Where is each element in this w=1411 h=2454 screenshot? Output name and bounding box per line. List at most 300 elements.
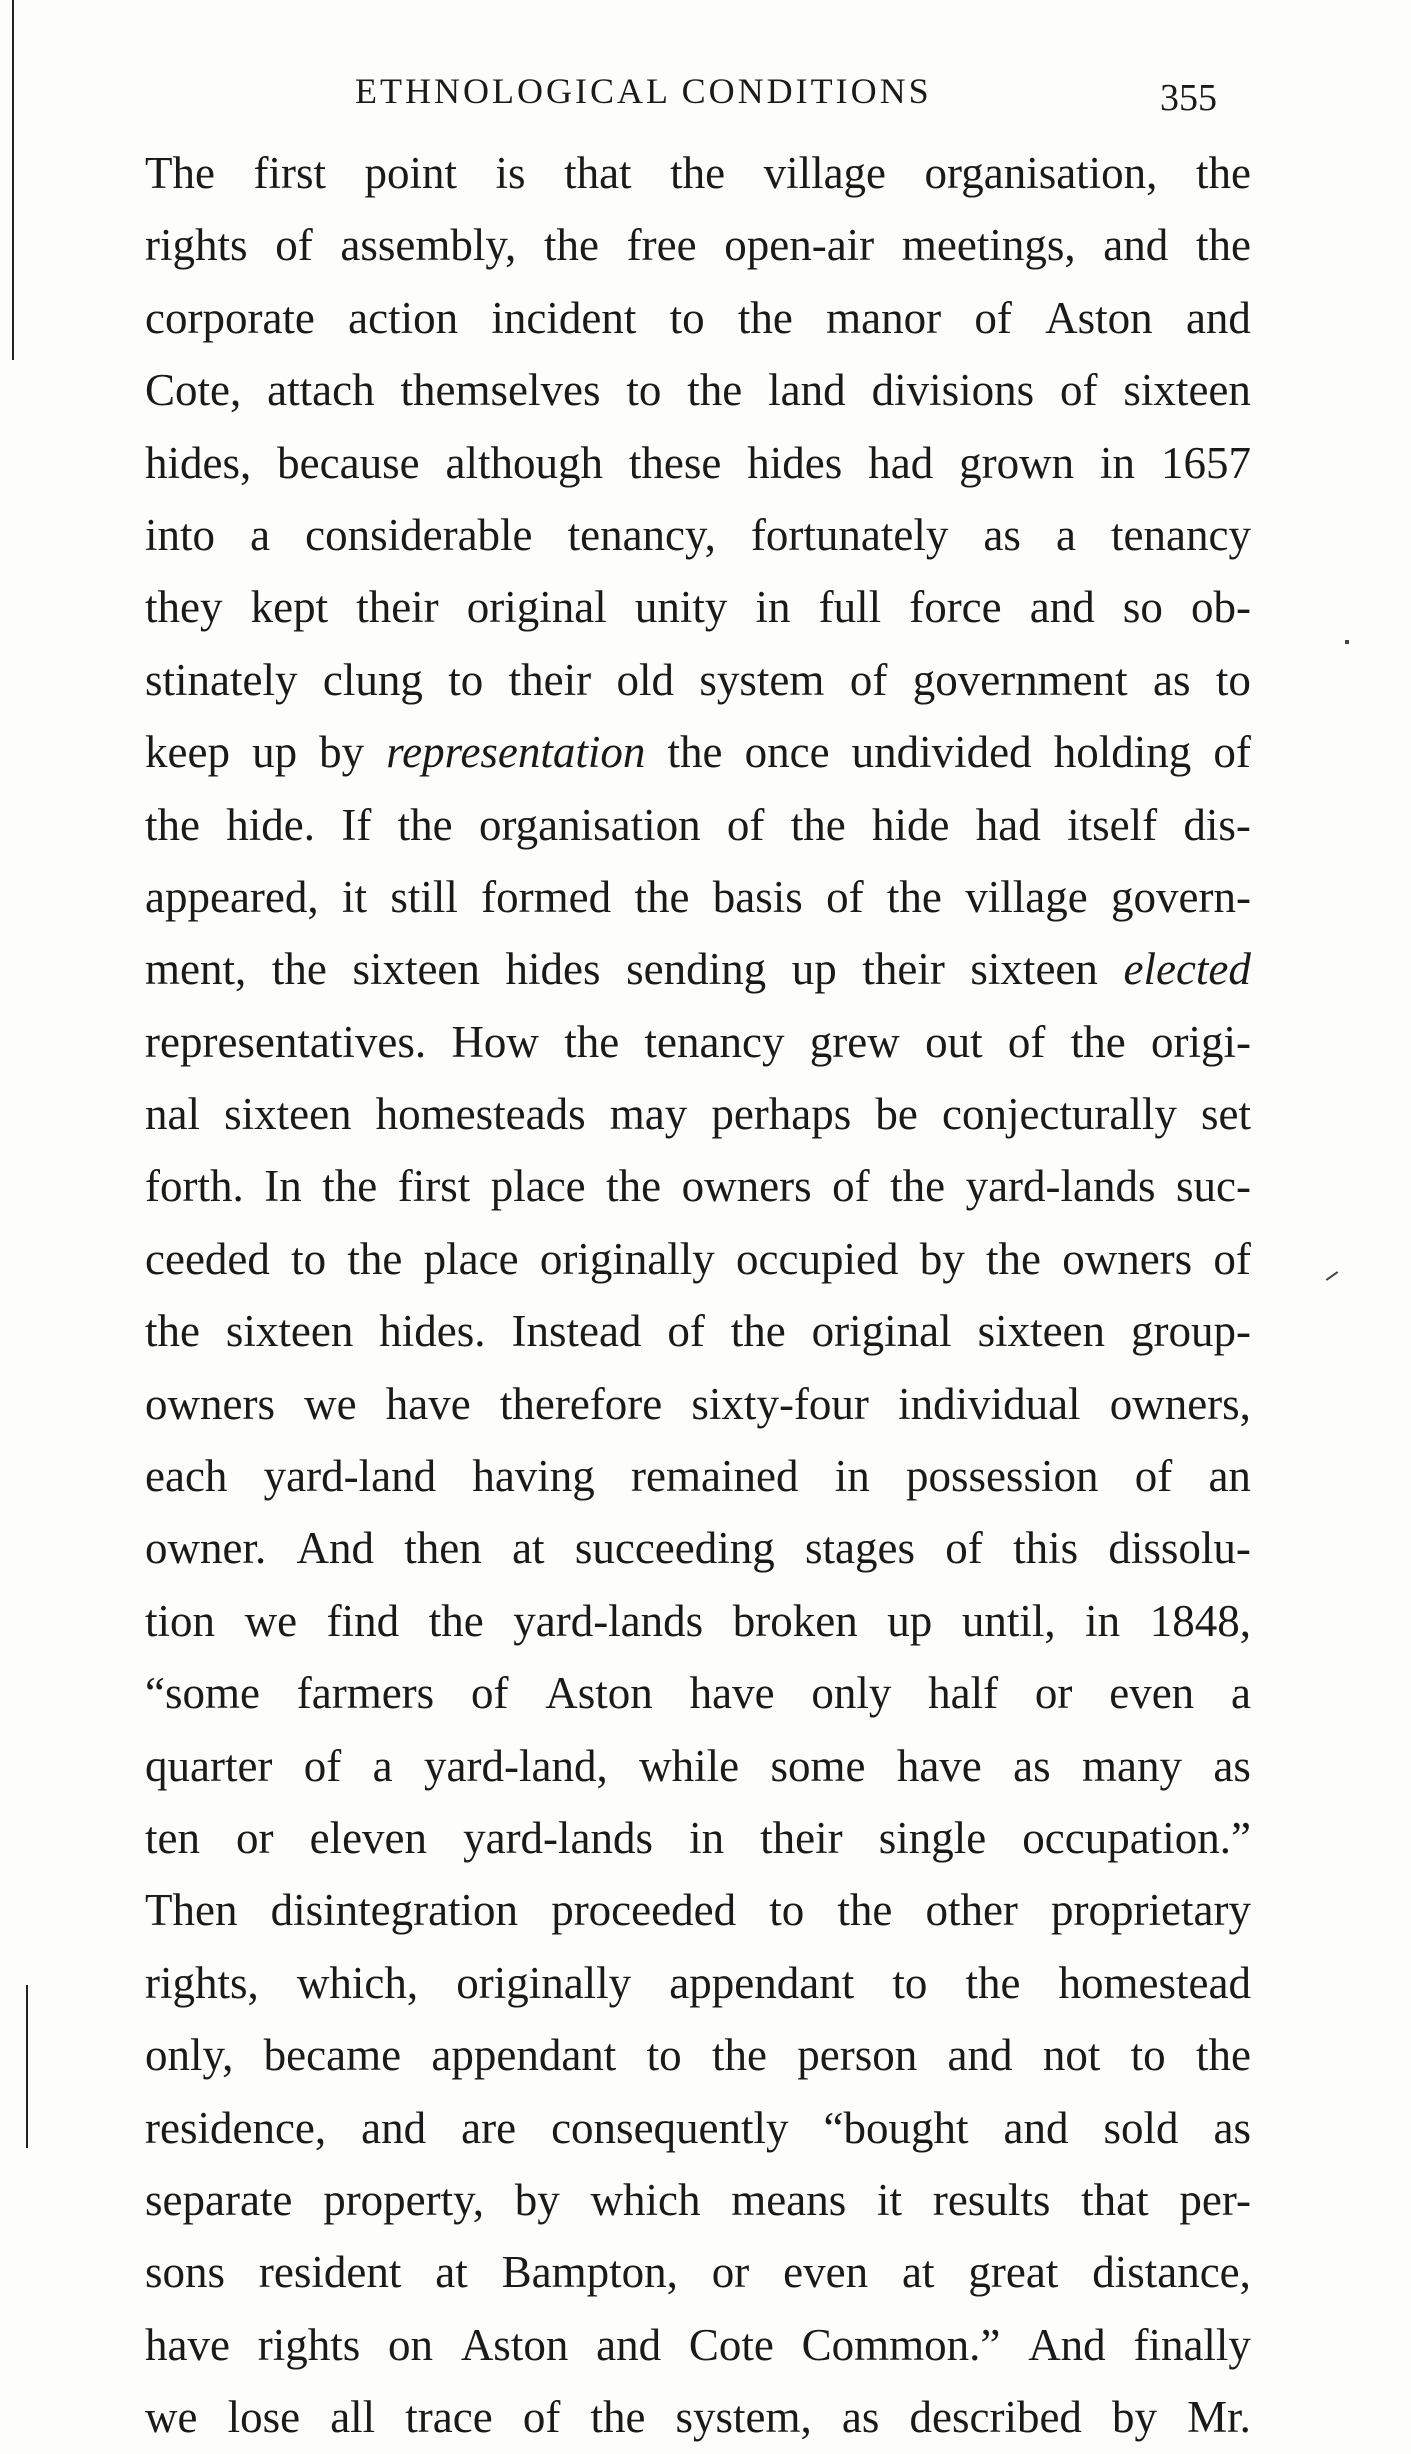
scan-edge-mark-top (12, 0, 14, 360)
word: or (236, 1812, 274, 1863)
word: which, (296, 1957, 419, 2008)
word: Bampton, (501, 2247, 678, 2298)
text-line (145, 1874, 1251, 1946)
italic-word: elected (1123, 944, 1251, 995)
word: owners (145, 1378, 275, 1429)
word: by (319, 727, 365, 778)
word: Aston (1045, 292, 1153, 343)
word: of (522, 2392, 561, 2443)
word: of (849, 654, 888, 705)
word: old (616, 654, 675, 705)
word: became (263, 2030, 402, 2081)
page-number: 355 (1160, 77, 1217, 119)
text-line (145, 2164, 1251, 2236)
word: owner. (145, 1523, 267, 1574)
text-line (145, 2019, 1251, 2091)
word: even (1109, 1668, 1195, 1719)
word: of (275, 220, 313, 271)
word: only (811, 1668, 892, 1719)
word: hides (505, 944, 601, 995)
text-line (145, 1585, 1251, 1657)
word: in (755, 582, 791, 633)
word: formed (481, 871, 612, 922)
text-line (145, 427, 1251, 499)
word: which (590, 2174, 701, 2225)
word: other (925, 1885, 1018, 1936)
word: at (902, 2247, 935, 2298)
word: the (837, 1885, 893, 1936)
word: remained (631, 1451, 799, 1502)
word: organisation, (924, 148, 1158, 198)
word: in (834, 1451, 870, 1502)
word: to (1130, 2030, 1166, 2081)
word: the (886, 871, 942, 922)
word: yard-lands (965, 1161, 1156, 1212)
word: lose (227, 2392, 301, 2443)
word: force (909, 582, 1002, 633)
word: had (868, 437, 934, 488)
body-text (145, 137, 1251, 2454)
word: and (1029, 582, 1095, 633)
word: point (364, 148, 458, 198)
word: the (790, 799, 846, 850)
word: as (1013, 1740, 1051, 1791)
word: Cote, (145, 365, 242, 416)
text-line (145, 716, 1251, 788)
word: yard-land (263, 1451, 437, 1502)
word: the (1070, 1016, 1126, 1067)
word: while (639, 1740, 740, 1791)
word: of (1060, 365, 1098, 416)
word: “bought (823, 2102, 969, 2153)
text-line (145, 571, 1251, 643)
word: a (1230, 1668, 1251, 1719)
word: homestead (1058, 1957, 1251, 2008)
word: grew (809, 1016, 900, 1067)
word: to (892, 1957, 928, 2008)
word: sixteen (225, 1306, 354, 1357)
word: property, (323, 2174, 484, 2225)
word: great (968, 2247, 1059, 2298)
word: by (514, 2174, 560, 2225)
word: place (490, 1161, 586, 1212)
word: the (322, 1161, 378, 1212)
word: ceeded (145, 1233, 270, 1284)
text-line (145, 2381, 1251, 2453)
word: described (909, 2392, 1082, 2443)
word: the (711, 2030, 767, 2081)
word: group- (1130, 1306, 1251, 1357)
word: up (252, 727, 298, 778)
word: have (896, 1740, 982, 1791)
word: the (543, 220, 599, 271)
text-line (145, 644, 1251, 716)
word: 1848, (1149, 1595, 1251, 1646)
word: still (390, 871, 458, 922)
word: organisation (478, 799, 701, 850)
word: Cote (688, 2319, 774, 2370)
word: first (397, 1161, 471, 1212)
word: to (769, 1885, 805, 1936)
word: itself (1067, 799, 1158, 850)
word: How (451, 1016, 539, 1067)
word: of (470, 1668, 509, 1719)
word: originally (456, 1957, 632, 2008)
word: keep (145, 727, 230, 778)
word: original (466, 582, 607, 633)
word: are (461, 2102, 517, 2153)
word: an (1208, 1451, 1251, 1502)
word: land (768, 365, 846, 416)
word: village (763, 148, 887, 198)
word: suc- (1176, 1161, 1251, 1212)
word: dissolu- (1108, 1523, 1251, 1574)
word: of (1213, 1233, 1251, 1284)
word: have (689, 1668, 775, 1719)
word: finally (1133, 2319, 1251, 2370)
word: Aston (460, 2319, 569, 2370)
word: of (726, 799, 765, 850)
margin-speck (1345, 640, 1349, 644)
word: of (974, 292, 1012, 343)
word: the (670, 148, 726, 198)
word: of (1213, 727, 1251, 778)
word: and (947, 2030, 1013, 2081)
word: person (797, 2030, 918, 2081)
word: possession (905, 1451, 1099, 1502)
word: these (628, 437, 722, 488)
word: open-air (724, 220, 875, 271)
scan-edge-mark-bottom (26, 1985, 28, 2148)
word: per- (1179, 2174, 1251, 2225)
word: eleven (309, 1812, 428, 1863)
word: their (356, 582, 439, 633)
word: their (760, 1812, 843, 1863)
word: unity (634, 582, 728, 633)
word: ment, (145, 944, 247, 995)
word: set (1200, 1089, 1251, 1140)
word: Instead (511, 1306, 642, 1357)
word: sixteen (977, 1306, 1106, 1357)
word: and (1003, 2102, 1069, 2153)
word: because (277, 437, 420, 488)
text-line (145, 2236, 1251, 2308)
word: be (875, 1089, 918, 1140)
word: free (626, 220, 697, 271)
word: until, (961, 1595, 1056, 1646)
word: their (508, 654, 592, 705)
word: appendant (431, 2030, 617, 2081)
text-line (145, 1295, 1251, 1367)
word: rights, (145, 1957, 259, 2008)
word: appeared, (145, 871, 319, 922)
text-line (145, 1947, 1251, 2019)
word: of (945, 1523, 983, 1574)
text-line (145, 1368, 1251, 1440)
word: ten (145, 1812, 200, 1863)
word: perhaps (711, 1089, 852, 1140)
word: action (348, 292, 459, 343)
word: the (634, 871, 690, 922)
word: of (1007, 1016, 1046, 1067)
word: occupation.” (1022, 1812, 1251, 1863)
word: nal (145, 1089, 200, 1140)
word: all (330, 2392, 376, 2443)
word: quarter (145, 1740, 273, 1791)
word: in (689, 1812, 725, 1863)
word: corporate (145, 292, 315, 343)
text-line (145, 209, 1251, 281)
word: govern- (1111, 871, 1251, 922)
word: appendant (669, 1957, 855, 2008)
word: In (264, 1161, 302, 1212)
word: the (985, 1233, 1041, 1284)
word: trace (405, 2392, 493, 2443)
word: at (435, 2247, 468, 2298)
word: the (890, 1161, 946, 1212)
word: first (253, 148, 326, 198)
word: of (1134, 1451, 1173, 1502)
word: And (296, 1523, 375, 1574)
word: we (244, 1595, 298, 1646)
word: and (361, 2102, 427, 2153)
word: full (818, 582, 882, 633)
word: as (1213, 2102, 1251, 2153)
word: the (347, 1233, 403, 1284)
word: and (1185, 292, 1251, 343)
word: broken (732, 1595, 858, 1646)
word: original (811, 1306, 952, 1357)
word: basis (712, 871, 803, 922)
text-line (145, 1006, 1251, 1078)
word: their (862, 944, 945, 995)
word: to (448, 654, 484, 705)
word: village (965, 871, 1088, 922)
text-line (145, 861, 1251, 933)
word: grown (959, 437, 1075, 488)
word: dis- (1183, 799, 1251, 850)
word: hides (747, 437, 843, 488)
word: even (783, 2247, 869, 2298)
word: having (472, 1451, 595, 1502)
word: tenancy, (567, 509, 716, 560)
word: sons (145, 2247, 226, 2298)
word: resident (258, 2247, 402, 2298)
text-line (145, 1150, 1251, 1222)
word: proprietary (1051, 1885, 1251, 1936)
text-line (145, 2309, 1251, 2381)
text-line (145, 1802, 1251, 1874)
word: tion (145, 1595, 216, 1646)
word: have (385, 1378, 471, 1429)
word: the (737, 292, 793, 343)
word: in (1100, 437, 1136, 488)
word: the (590, 2392, 646, 2443)
word: by (919, 1233, 965, 1284)
word: sixty-four (691, 1378, 869, 1429)
word: hides. (379, 1306, 486, 1357)
word: up (887, 1595, 933, 1646)
word: disintegration (270, 1885, 519, 1936)
word: yard-lands (463, 1812, 654, 1863)
word: although (445, 437, 603, 488)
word: the (397, 799, 453, 850)
word: attach (267, 365, 375, 416)
margin-speck (1326, 1271, 1339, 1281)
word: not (1042, 2030, 1101, 2081)
word: half (928, 1668, 999, 1719)
word: assembly, (340, 220, 517, 271)
word: place (423, 1233, 519, 1284)
word: or (711, 2247, 750, 2298)
text-line (145, 789, 1251, 861)
word: to (626, 365, 662, 416)
word: The (145, 148, 215, 198)
word: and (1103, 220, 1169, 271)
word: to (646, 2030, 682, 2081)
italic-word: representation (386, 727, 646, 778)
word: system (699, 654, 825, 705)
word: the (730, 1306, 786, 1357)
word: the (145, 799, 200, 850)
word: therefore (499, 1378, 663, 1429)
word: single (878, 1812, 987, 1863)
word: origi- (1151, 1016, 1251, 1067)
word: then (404, 1523, 482, 1574)
word: the (145, 1306, 200, 1357)
word: If (341, 799, 372, 850)
word: yard-land, (424, 1740, 608, 1791)
word: means (731, 2174, 847, 2225)
word: forth. (145, 1161, 244, 1212)
word: fortunately (750, 509, 949, 560)
word: they (145, 582, 223, 633)
word: sixteen (352, 944, 480, 995)
word: the (564, 1016, 620, 1067)
word: to (1215, 654, 1251, 705)
word: yard-lands (513, 1595, 704, 1646)
word: kept (250, 582, 329, 633)
word: owners, (1109, 1378, 1251, 1429)
word: occupied (736, 1233, 899, 1284)
word: Then (145, 1885, 238, 1936)
word: up (791, 944, 837, 995)
word: the (428, 1595, 484, 1646)
word: hide. (226, 799, 316, 850)
word: to (669, 292, 705, 343)
word: of (832, 1161, 870, 1212)
word: farmers (296, 1668, 435, 1719)
word: a (250, 509, 271, 560)
word: or (1034, 1668, 1073, 1719)
word: originally (539, 1233, 715, 1284)
word: the (1195, 220, 1251, 271)
word: it (877, 2174, 903, 2225)
word: clung (322, 654, 423, 705)
word: this (1013, 1523, 1079, 1574)
word: in (1085, 1595, 1121, 1646)
word: succeeding (574, 1523, 775, 1574)
word: many (1082, 1740, 1182, 1791)
word: so (1122, 582, 1163, 633)
word: is (495, 148, 526, 198)
text-line (145, 1078, 1251, 1150)
word: at (512, 1523, 545, 1574)
word: incident (491, 292, 637, 343)
word: stages (805, 1523, 916, 1574)
word: of (667, 1306, 705, 1357)
word: to (291, 1233, 327, 1284)
text-line (145, 1657, 1251, 1729)
word: sixteen (1123, 365, 1251, 416)
word: owners (681, 1161, 812, 1212)
word: tenancy (644, 1016, 785, 1067)
word: by (1112, 2392, 1158, 2443)
word: ob- (1190, 582, 1251, 633)
text-line (145, 1512, 1251, 1584)
word: stinately (145, 654, 298, 705)
word: into (145, 509, 216, 560)
word: results (932, 2174, 1051, 2225)
word: as (983, 509, 1021, 560)
word: on (388, 2319, 434, 2370)
word: as (1213, 1740, 1251, 1791)
word: that (564, 148, 632, 198)
word: had (975, 799, 1041, 850)
word: of (826, 871, 864, 922)
word: the (606, 1161, 662, 1212)
word: manor (826, 292, 942, 343)
text-line (145, 282, 1251, 354)
word: the (667, 727, 723, 778)
word: hides, (145, 437, 252, 488)
word: Common.” (801, 2319, 1001, 2370)
running-title: ETHNOLOGICAL CONDITIONS (355, 71, 932, 111)
word: may (609, 1089, 688, 1140)
word: have (145, 2319, 230, 2370)
word: residence, (145, 2102, 327, 2153)
word: of (303, 1740, 342, 1791)
word: as (1153, 654, 1191, 705)
text-line (145, 354, 1251, 426)
word: find (326, 1595, 400, 1646)
word: a (1055, 509, 1076, 560)
word: we (304, 1378, 357, 1429)
word: rights (145, 220, 248, 271)
word: divisions (871, 365, 1035, 416)
word: that (1081, 2174, 1149, 2225)
word: only, (145, 2030, 234, 2081)
word: And (1028, 2319, 1106, 2370)
word: the (965, 1957, 1021, 2008)
word: representatives. (145, 1016, 427, 1067)
word: Mr. (1187, 2392, 1251, 2443)
word: sixteen (224, 1089, 352, 1140)
text-line (145, 137, 1251, 209)
word: Aston (545, 1668, 653, 1719)
word: some (770, 1740, 866, 1791)
word: a (372, 1740, 393, 1791)
word: separate (145, 2174, 293, 2225)
word: “some (145, 1668, 260, 1719)
word: proceeded (551, 1885, 737, 1936)
word: sending (626, 944, 767, 995)
word: 1657 (1160, 437, 1251, 488)
word: consequently (551, 2102, 789, 2153)
text-line (145, 2092, 1251, 2164)
word: the (1195, 2030, 1251, 2081)
word: sixteen (970, 944, 1098, 995)
